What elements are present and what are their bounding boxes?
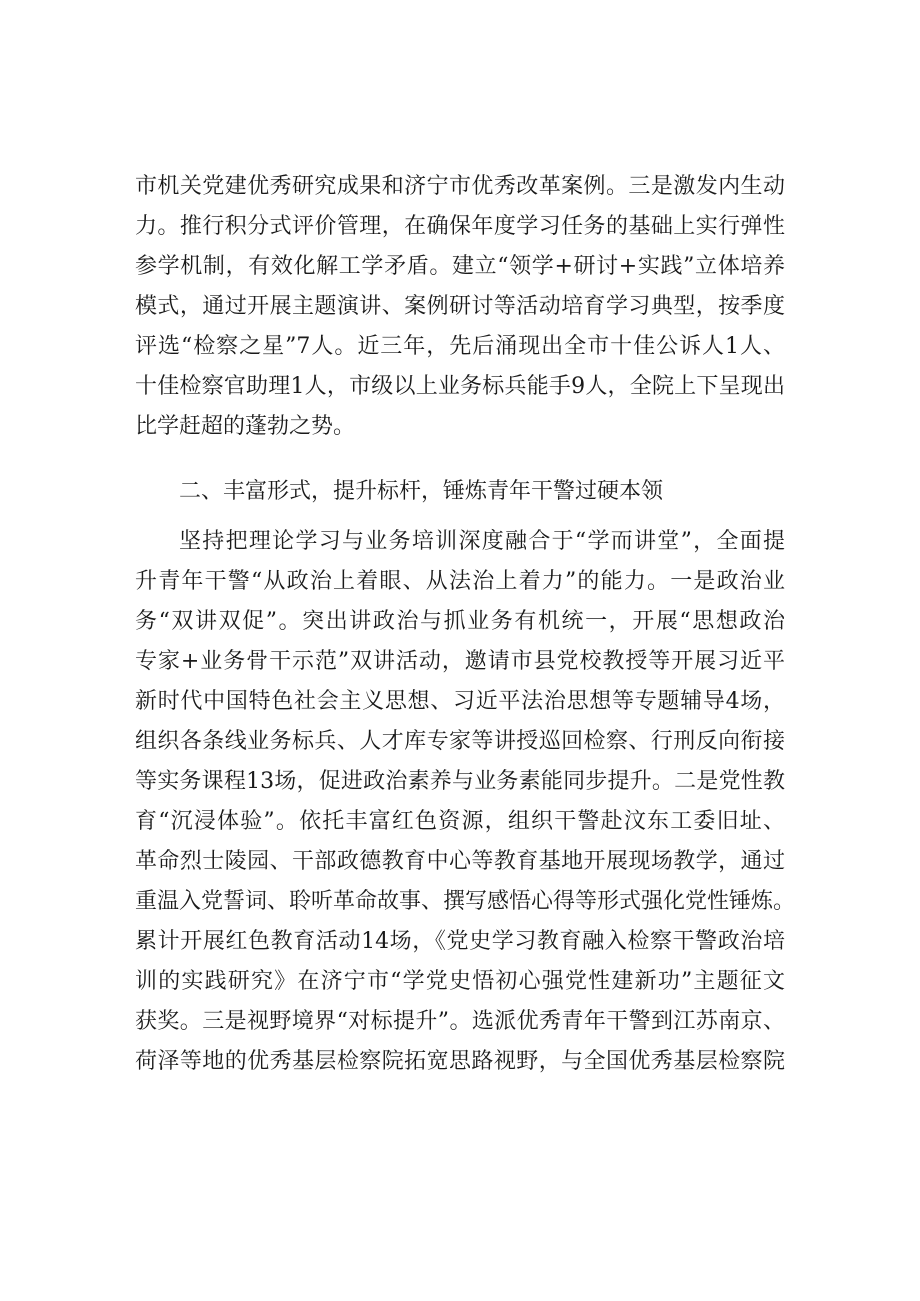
- paragraph-line: 比学赶超的蓬勃之势。: [135, 414, 356, 439]
- section-heading: 二、丰富形式，提升标杆，锤炼青年干警过硬本领: [179, 479, 664, 504]
- paragraph-line: 累计开展红色教育活动14场，《党史学习教育融入检察干警政治培: [135, 929, 785, 954]
- paragraph-line: 革命烈士陵园、干部政德教育中心等教育基地开展现场教学，通过: [135, 849, 785, 874]
- paragraph-line: 训的实践研究》在济宁市“学党史悟初心强党性建新功”主题征文: [135, 969, 785, 994]
- paragraph-line: 升青年干警“从政治上着眼、从法治上着力”的能力。一是政治业: [135, 569, 785, 594]
- paragraph-line: 参学机制，有效化解工学矛盾。建立“领学+研讨+实践”立体培养: [135, 254, 785, 279]
- paragraph-line: 育“沉浸体验”。依托丰富红色资源，组织干警赴汶东工委旧址、: [135, 809, 785, 834]
- paragraph-line: 力。推行积分式评价管理，在确保年度学习任务的基础上实行弹性: [135, 214, 785, 239]
- paragraph-line: 组织各条线业务标兵、人才库专家等讲授巡回检察、行刑反向衔接: [135, 729, 785, 754]
- paragraph-line: 务“双讲双促”。突出讲政治与抓业务有机统一，开展“思想政治: [135, 609, 785, 634]
- paragraph-line: 新时代中国特色社会主义思想、习近平法治思想等专题辅导4场，: [135, 689, 785, 714]
- paragraph-line: 等实务课程13场，促进政治素养与业务素能同步提升。二是党性教: [135, 769, 785, 794]
- paragraph-line: 荷泽等地的优秀基层检察院拓宽思路视野，与全国优秀基层检察院: [135, 1049, 785, 1074]
- paragraph-line: 重温入党誓词、聆听革命故事、撰写感悟心得等形式强化党性锤炼。: [135, 889, 796, 914]
- paragraph-line: 市机关党建优秀研究成果和济宁市优秀改革案例。三是激发内生动: [135, 174, 785, 199]
- paragraph-line: 获奖。三是视野境界“对标提升”。选派优秀青年干警到江苏南京、: [135, 1009, 785, 1034]
- paragraph-line: 专家+业务骨干示范”双讲活动，邀请市县党校教授等开展习近平: [135, 649, 785, 674]
- paragraph-line: 模式，通过开展主题演讲、案例研讨等活动培育学习典型，按季度: [135, 294, 785, 319]
- paragraph-line: 评选“检察之星”7人。近三年，先后涌现出全市十佳公诉人1人、: [135, 334, 785, 359]
- paragraph-line: 坚持把理论学习与业务培训深度融合于“学而讲堂”，全面提: [179, 529, 785, 554]
- paragraph-line: 十佳检察官助理1人，市级以上业务标兵能手9人，全院上下呈现出: [135, 374, 785, 399]
